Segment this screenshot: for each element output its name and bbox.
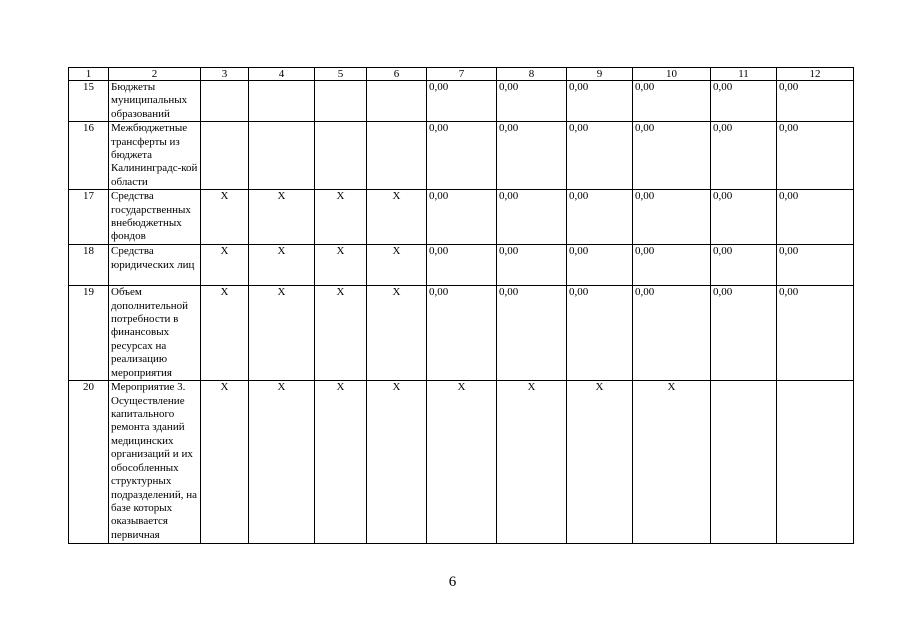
- table-cell: 0,00: [633, 81, 711, 122]
- table-cell: X: [201, 381, 249, 544]
- row-number: 15: [69, 81, 109, 122]
- table-cell: X: [201, 286, 249, 381]
- table-cell: X: [201, 190, 249, 245]
- table-cell: X: [249, 381, 315, 544]
- table-cell: 0,00: [711, 286, 777, 381]
- table-cell: 0,00: [497, 122, 567, 190]
- table-cell: 0,00: [633, 245, 711, 286]
- column-number: 12: [777, 68, 854, 81]
- table-cell: 0,00: [777, 81, 854, 122]
- table-cell: 0,00: [777, 190, 854, 245]
- table-cell: 0,00: [567, 122, 633, 190]
- row-description: Мероприятие 3. Осуществление капитального ремонта зданий медицинских организаций и их обособленных структурных подразделений, на базе которых оказывается первичная: [109, 381, 201, 544]
- table-cell: X: [315, 190, 367, 245]
- table-cell: 0,00: [427, 81, 497, 122]
- table-cell: 0,00: [633, 190, 711, 245]
- row-description: Бюджеты муниципальных образований: [109, 81, 201, 122]
- table-cell: [711, 381, 777, 544]
- column-number: 2: [109, 68, 201, 81]
- table-cell: X: [249, 286, 315, 381]
- table-cell: [249, 81, 315, 122]
- table-cell: 0,00: [567, 81, 633, 122]
- row-number: 20: [69, 381, 109, 544]
- table-cell: 0,00: [427, 245, 497, 286]
- table-row: [69, 381, 854, 544]
- table-row: [69, 245, 854, 286]
- table-cell: 0,00: [567, 245, 633, 286]
- column-number: 5: [315, 68, 367, 81]
- table-cell: X: [249, 245, 315, 286]
- table-cell: 0,00: [567, 190, 633, 245]
- table-cell: X: [315, 381, 367, 544]
- table-cell: X: [633, 381, 711, 544]
- row-number: 19: [69, 286, 109, 381]
- table-cell: X: [315, 245, 367, 286]
- table-cell: X: [367, 245, 427, 286]
- table-cell: 0,00: [427, 286, 497, 381]
- table-cell: 0,00: [427, 190, 497, 245]
- table-cell: 0,00: [567, 286, 633, 381]
- column-number: 7: [427, 68, 497, 81]
- table-cell: X: [367, 381, 427, 544]
- row-number: 16: [69, 122, 109, 190]
- table-cell: 0,00: [711, 190, 777, 245]
- table-cell: X: [315, 286, 367, 381]
- table-cell: X: [249, 190, 315, 245]
- table-cell: [367, 122, 427, 190]
- row-number: 17: [69, 190, 109, 245]
- table-cell: [201, 81, 249, 122]
- table-cell: 0,00: [711, 81, 777, 122]
- table-row: [69, 122, 854, 190]
- table-row: [69, 190, 854, 245]
- table-cell: 0,00: [497, 81, 567, 122]
- table-cell: X: [201, 245, 249, 286]
- table-cell: 0,00: [497, 245, 567, 286]
- column-number: 3: [201, 68, 249, 81]
- column-number: 10: [633, 68, 711, 81]
- column-number: 9: [567, 68, 633, 81]
- table-cell: X: [567, 381, 633, 544]
- table-cell: X: [367, 286, 427, 381]
- table-cell: 0,00: [633, 122, 711, 190]
- table-cell: 0,00: [711, 122, 777, 190]
- row-number: 18: [69, 245, 109, 286]
- table-cell: [315, 122, 367, 190]
- table-cell: 0,00: [497, 190, 567, 245]
- table-cell: [249, 122, 315, 190]
- row-description: Средства юридических лиц: [109, 245, 201, 286]
- table-row: [69, 81, 854, 122]
- table-cell: X: [427, 381, 497, 544]
- column-number: 4: [249, 68, 315, 81]
- row-description: Межбюджетные трансферты из бюджета Калининградс-кой области: [109, 122, 201, 190]
- table-cell: [201, 122, 249, 190]
- column-number-row: [69, 68, 854, 81]
- table-cell: 0,00: [777, 122, 854, 190]
- column-number: 11: [711, 68, 777, 81]
- table-cell: [367, 81, 427, 122]
- table-cell: 0,00: [633, 286, 711, 381]
- page-number: 6: [448, 574, 457, 590]
- table-cell: [315, 81, 367, 122]
- table-cell: [777, 381, 854, 544]
- table-cell: X: [367, 190, 427, 245]
- table-cell: 0,00: [497, 286, 567, 381]
- table-cell: 0,00: [711, 245, 777, 286]
- table-cell: 0,00: [427, 122, 497, 190]
- column-number: 1: [69, 68, 109, 81]
- table-row: [69, 286, 854, 381]
- financing-table: [68, 67, 854, 544]
- table-cell: 0,00: [777, 286, 854, 381]
- table-cell: 0,00: [777, 245, 854, 286]
- column-number: 6: [367, 68, 427, 81]
- table-cell: X: [497, 381, 567, 544]
- row-description: Объем дополнительной потребности в финансовых ресурсах на реализацию мероприятия: [109, 286, 201, 381]
- column-number: 8: [497, 68, 567, 81]
- row-description: Средства государственных внебюджетных фондов: [109, 190, 201, 245]
